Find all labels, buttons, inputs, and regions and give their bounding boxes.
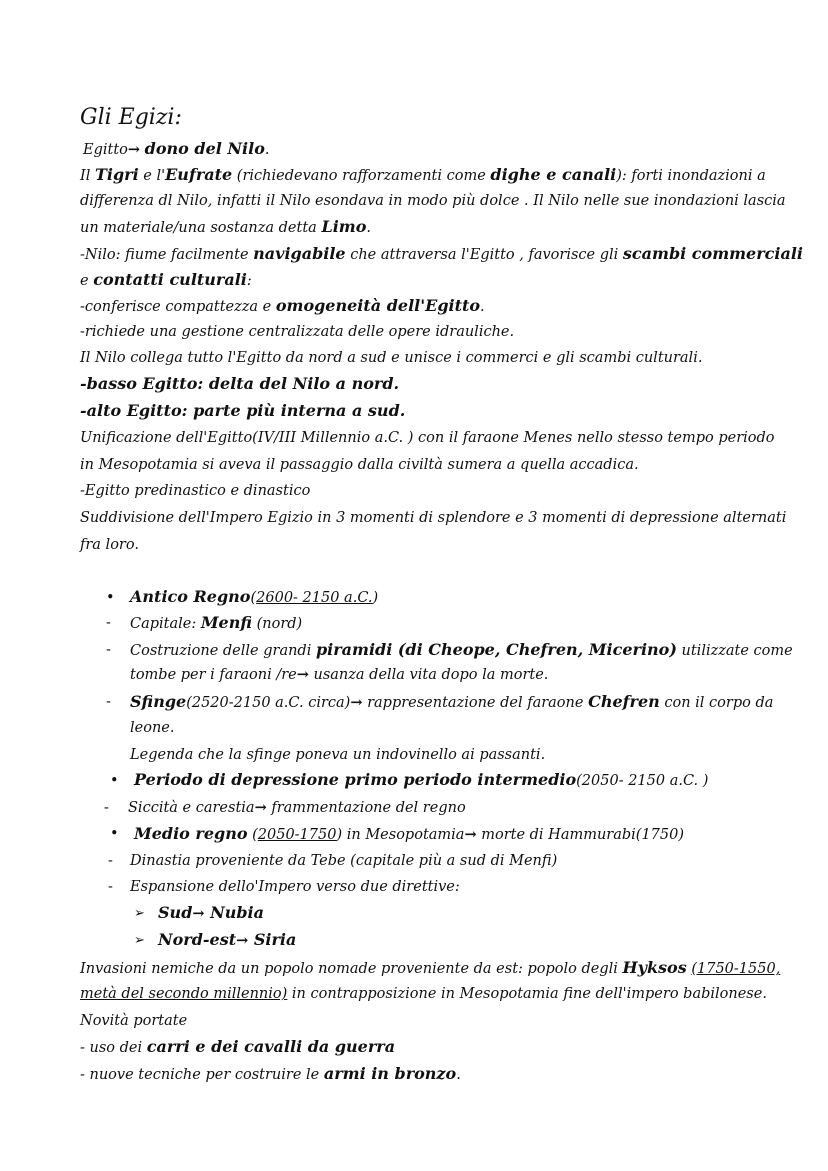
arrow-icon: → — [192, 905, 205, 922]
intro-line-1 — [83, 139, 269, 160]
text: - uso dei — [80, 1040, 147, 1056]
bold-text: navigabile — [253, 244, 346, 263]
text: -Nilo: fiume facilmente — [80, 247, 254, 263]
list-item-siccita — [128, 798, 466, 818]
outro-line-2 — [80, 984, 767, 1004]
text: ) — [372, 590, 379, 606]
bold-text: dono del Nilo — [144, 139, 265, 158]
bold-text: Periodo di depressione primo periodo intermedio — [134, 770, 577, 789]
bold-text: Menfi — [200, 613, 252, 632]
list-item-nordest — [158, 930, 296, 951]
text: e l' — [138, 168, 166, 184]
text: ( — [247, 827, 258, 843]
arrow-icon: → — [236, 932, 249, 949]
text: Invasioni nemiche da un popolo nomade proveniente da est: popolo degli — [80, 961, 623, 977]
bold-text: omogeneità dell'Egitto — [275, 296, 481, 315]
text: . — [456, 1067, 461, 1083]
arrow-icon: → — [296, 666, 309, 683]
intro-line-12: Unificazione dell'Egitto(IV/III Millennio a.C. ) con il faraone Menes nello stesso tempo periodo — [80, 430, 775, 446]
list-item-sud — [158, 903, 264, 924]
intro-line-10: -basso Egitto: delta del Nilo a nord. — [80, 374, 400, 393]
bold-text: Chefren — [588, 692, 660, 711]
list-item-medio-regno — [134, 824, 684, 845]
list-item-sfinge — [130, 692, 773, 713]
text: morte di Hammurabi(1750) — [476, 827, 685, 843]
bold-text: Nubia — [204, 903, 264, 922]
text: utilizzate come — [676, 643, 793, 659]
text: Egitto — [83, 142, 128, 158]
intro-line-14: -Egitto predinastico e dinastico — [80, 483, 311, 499]
bullet-dot-icon: • — [110, 773, 119, 789]
text: (nord) — [252, 616, 303, 632]
chevron-bullet-icon: ➢ — [134, 933, 145, 948]
bullet-dash-icon: - — [106, 694, 111, 710]
text: Costruzione delle grandi — [130, 643, 316, 659]
intro-line-9: Il Nilo collega tutto l'Egitto da nord a sud e unisce i commerci e gli scambi culturali. — [80, 350, 703, 366]
bold-text: Siria — [248, 930, 297, 949]
text: rappresentazione del faraone — [362, 695, 589, 711]
intro-line-13: in Mesopotamia si aveva il passaggio dalla civiltà sumera a quella accadica. — [80, 457, 639, 473]
text: che attraversa l'Egitto , favorisce gli — [345, 247, 623, 263]
text: (2050- 2150 a.C. ) — [576, 773, 709, 789]
text: -conferisce compattezza e — [80, 299, 276, 315]
intro-line-3: differenza dl Nilo, infatti il Nilo esondava in modo più dolce . Il Nilo nelle sue inondazioni lascia — [80, 193, 786, 209]
list-item-espansione: Espansione dello'Impero verso due direttive: — [130, 879, 460, 895]
bold-text: scambi commerciali — [622, 244, 803, 263]
list-item-costruzione — [130, 640, 793, 661]
text: Il — [80, 168, 95, 184]
outro-line-5 — [80, 1064, 461, 1085]
bullet-dash-icon: - — [108, 853, 113, 869]
intro-line-8: -richiede una gestione centralizzata delle opere idrauliche. — [80, 324, 515, 340]
page-title: Gli Egizi: — [80, 105, 182, 130]
intro-line-6 — [80, 270, 252, 291]
underlined-text: 2600- 2150 a.C. — [256, 590, 373, 606]
bullet-dash-icon: - — [106, 615, 111, 631]
bold-text: armi in bronzo — [323, 1064, 457, 1083]
text: : — [246, 273, 252, 289]
intro-line-5 — [80, 244, 803, 265]
underlined-text: (1750-1550, — [691, 961, 781, 977]
underlined-text: 2050-1750 — [257, 827, 337, 843]
bullet-dash-icon: - — [104, 800, 109, 816]
arrow-icon: → — [254, 799, 267, 816]
text: Siccità e carestia — [128, 800, 255, 816]
text: (richiedevano rafforzamenti come — [232, 168, 491, 184]
intro-line-15: Suddivisione dell'Impero Egizio in 3 momenti di splendore e 3 momenti di depressione alternati — [80, 510, 787, 526]
bold-text: Nord-est — [158, 930, 237, 949]
outro-line-4 — [80, 1037, 395, 1058]
bold-text: Sfinge — [130, 692, 187, 711]
text: tombe per i faraoni /re — [130, 667, 297, 683]
text: frammentazione del regno — [266, 800, 466, 816]
arrow-icon: → — [127, 141, 141, 158]
chevron-bullet-icon: ➢ — [134, 906, 145, 921]
outro-line-3: Novità portate — [80, 1013, 188, 1029]
arrow-icon: → — [464, 826, 477, 843]
list-item-capitale — [130, 613, 302, 634]
bullet-dash-icon: - — [106, 642, 111, 658]
bold-text: Sud — [158, 903, 193, 922]
list-item-antico-regno — [130, 587, 378, 608]
intro-line-16: fra loro. — [80, 537, 139, 553]
intro-line-2 — [80, 165, 766, 186]
bold-text: piramidi (di Cheope, Chefren, Micerino) — [315, 640, 677, 659]
text: . — [480, 299, 485, 315]
bold-text: contatti culturali — [93, 270, 247, 289]
bold-text: Limo — [321, 217, 367, 236]
text: con il corpo da — [659, 695, 774, 711]
bold-text: dighe e canali — [490, 165, 617, 184]
text: (2520-2150 a.C. circa) — [186, 695, 351, 711]
text: Capitale: — [130, 616, 201, 632]
text: un materiale/una sostanza detta — [80, 220, 322, 236]
intro-line-7 — [80, 296, 485, 317]
list-item-legenda: Legenda che la sfinge poneva un indovinello ai passanti. — [130, 747, 546, 763]
bold-text: Medio regno — [134, 824, 248, 843]
text: usanza della vita dopo la morte. — [308, 667, 549, 683]
bold-text: Hyksos — [622, 958, 687, 977]
text: . — [264, 142, 270, 158]
list-item-sfinge-cont: leone. — [130, 720, 175, 736]
underlined-text: metà del secondo millennio) — [80, 986, 288, 1002]
bold-text: Antico Regno — [130, 587, 251, 606]
bold-text: carri e dei cavalli da guerra — [146, 1037, 396, 1056]
bold-text: Eufrate — [165, 165, 233, 184]
list-item-costruzione-cont — [130, 665, 548, 685]
intro-line-11: -alto Egitto: parte più interna a sud. — [80, 401, 406, 420]
text: in contrapposizione in Mesopotamia fine dell'impero babilonese. — [287, 986, 767, 1002]
bold-text: Tigri — [94, 165, 139, 184]
arrow-icon: → — [350, 694, 363, 711]
text: . — [366, 220, 371, 236]
bullet-dot-icon: • — [110, 826, 119, 842]
text: ) in Mesopotamia — [336, 827, 465, 843]
bullet-dash-icon: - — [108, 879, 113, 895]
outro-line-1 — [80, 958, 780, 979]
text: - nuove tecniche per costruire le — [80, 1067, 324, 1083]
list-item-dinastia: Dinastia proveniente da Tebe (capitale più a sud di Menfi) — [130, 853, 558, 869]
text: ( — [250, 590, 257, 606]
list-item-periodo — [134, 770, 708, 791]
bullet-dot-icon: • — [106, 590, 115, 606]
intro-line-4 — [80, 217, 371, 238]
text: ): forti inondazioni a — [616, 168, 766, 184]
text: e — [80, 273, 94, 289]
